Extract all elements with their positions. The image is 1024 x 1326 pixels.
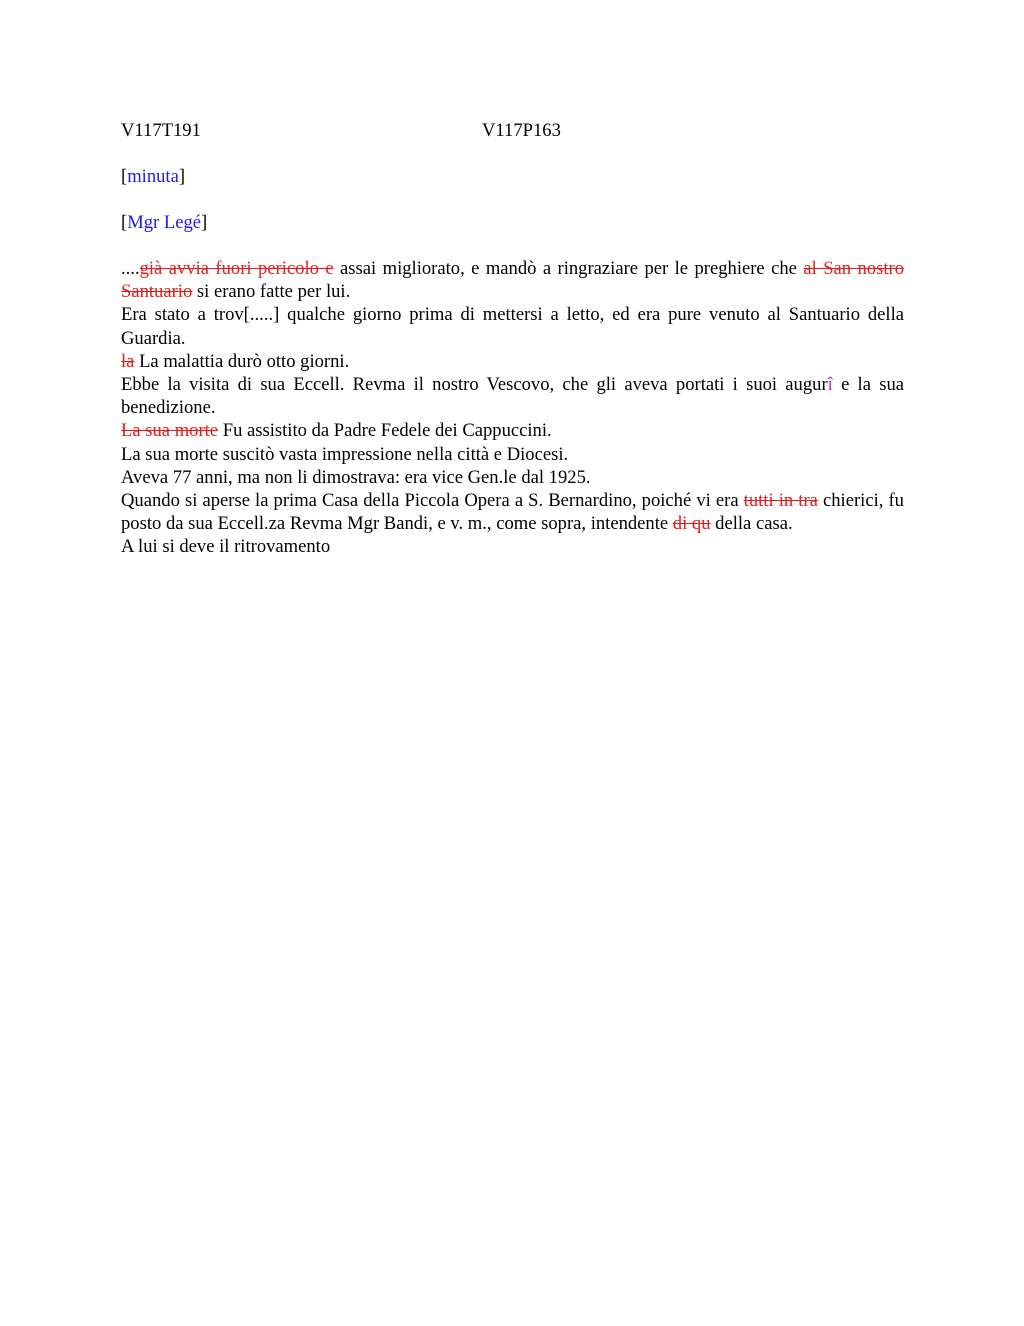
uncertain-mark: î xyxy=(827,374,833,396)
paragraph-text: assai migliorato, e mandò a ringraziare per le preghiere che xyxy=(333,258,804,279)
open-bracket: [ xyxy=(121,166,128,187)
paragraph-8 xyxy=(121,489,904,535)
paragraph-4 xyxy=(121,373,904,419)
document-code-left: V117T191 xyxy=(121,120,201,141)
document-code-right: V117P163 xyxy=(482,120,561,141)
editorial-note-author xyxy=(121,211,904,234)
paragraph-2: Era stato a trov[.....] qualche giorno prima di mettersi a letto, ed era pure venuto al Santuario della Guardia. xyxy=(121,304,904,349)
deleted-text: già avvia fuori pericolo e xyxy=(139,258,334,279)
paragraph-text: Fu assistito da Padre Fedele dei Cappuccini. xyxy=(218,420,552,442)
ellipsis-prefix: .... xyxy=(121,258,140,279)
paragraph-text: e la sua benedizione. xyxy=(121,374,904,419)
document-page xyxy=(121,119,904,559)
note-author: Mgr Legé xyxy=(127,212,202,233)
deleted-text: La sua morte xyxy=(121,420,219,442)
deleted-text: al San nostro Santuario xyxy=(121,258,904,303)
editorial-note-minuta xyxy=(121,165,904,188)
paragraph-text: si erano fatte per lui. xyxy=(192,281,351,303)
document-header xyxy=(121,119,904,142)
paragraph-7: Aveva 77 anni, ma non li dimostrava: era vice Gen.le dal 1925. xyxy=(121,466,591,488)
paragraph-5 xyxy=(121,419,904,442)
paragraph-3 xyxy=(121,350,904,373)
close-bracket: ] xyxy=(201,212,208,233)
paragraph-1 xyxy=(121,257,904,303)
open-bracket: [ xyxy=(121,212,128,233)
close-bracket: ] xyxy=(178,166,186,187)
note-minuta: minuta xyxy=(127,166,179,187)
deleted-text: di qu xyxy=(672,513,711,535)
letter-body xyxy=(121,257,904,559)
paragraph-text: La malattia durò otto giorni. xyxy=(134,350,350,372)
paragraph-text: chierici, fu posto da sua Eccell.za Revma Mgr Bandi, e v. m., come sopra, intendente xyxy=(121,490,904,535)
deleted-text: tutti in tra xyxy=(743,490,818,512)
deleted-text: la xyxy=(121,350,135,372)
paragraph-9: A lui si deve il ritrovamento xyxy=(121,536,331,558)
paragraph-6: La sua morte suscitò vasta impressione nella città e Diocesi. xyxy=(121,443,569,465)
paragraph-text: Ebbe la visita di sua Eccell. Revma il nostro Vescovo, che gli aveva portati i suoi augur xyxy=(121,374,828,396)
paragraph-text: Quando si aperse la prima Casa della Piccola Opera a S. Bernardino, poiché vi era xyxy=(121,490,744,512)
paragraph-text: della casa. xyxy=(710,513,793,535)
